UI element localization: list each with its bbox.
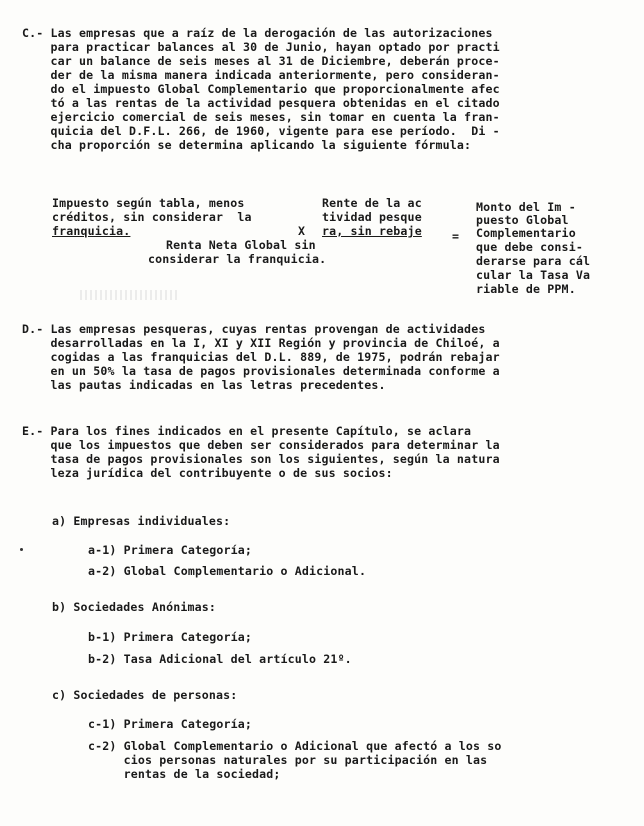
formula-result-line: riable de PPM.: [476, 282, 576, 296]
section-c-line: ejercicio comercial de seis meses, sin tomar en cuenta la fran-: [22, 110, 500, 124]
section-d-line: D.- Las empresas pesqueras, cuyas rentas provengan de actividades: [22, 322, 486, 336]
list-item-c1: c-1) Primera Categoría;: [88, 717, 252, 731]
list-heading-a: a) Empresas individuales:: [52, 514, 231, 528]
formula-result-line: Monto del Im -: [476, 200, 576, 214]
section-d-line: las pautas indicadas en las letras precedentes.: [22, 378, 386, 392]
formula-denominator-line: Renta Neta Global sin: [166, 238, 316, 252]
formula-result-line: derarse para cál: [476, 254, 591, 268]
formula-denominator-line: considerar la franquicia.: [148, 252, 327, 266]
section-e-line: que los impuestos que deben ser considerados para determinar la: [22, 438, 500, 452]
formula-rent-line: ra, sin rebaje: [322, 224, 422, 238]
formula-rent-line: Rente de la ac: [322, 196, 422, 210]
formula-rent-line: tividad pesque: [322, 210, 422, 224]
formula-numerator-line: créditos, sin considerar la: [52, 210, 252, 224]
section-c-line: der de la misma manera indicada anteriormente, pero consideran-: [22, 68, 500, 82]
section-c-line: para practicar balances al 30 de Junio, hayan optado por practi: [22, 40, 500, 54]
section-c-line: cha proporción se determina aplicando la siguiente fórmula:: [22, 138, 472, 152]
section-c-line: car un balance de seis meses al 31 de Diciembre, deberán proce-: [22, 54, 500, 68]
section-e-line: E.- Para los fines indicados en el presente Capítulo, se aclara: [22, 424, 472, 438]
list-item-c2: c-2) Global Complementario o Adicional que afectó a los so: [88, 739, 502, 753]
section-c-line: tó a las rentas de la actividad pesquera obtenidas en el citado: [22, 96, 500, 110]
section-c-line: do el impuesto Global Complementario que proporcionalmente afec: [22, 82, 500, 96]
section-c-line: quicia del D.F.L. 266, de 1960, vigente para ese período. Di -: [22, 124, 500, 138]
formula-numerator-line: franquicia.: [52, 224, 131, 238]
formula-times-sign: X: [298, 224, 306, 238]
list-heading-b: b) Sociedades Anónimas:: [52, 600, 216, 614]
formula-result-line: Complementario: [476, 226, 576, 240]
section-e-line: tasa de pagos provisionales son los siguientes, según la natura: [22, 452, 500, 466]
section-c-line: C.- Las empresas que a raíz de la derogación de las autorizaciones: [22, 26, 493, 40]
list-item-b2: b-2) Tasa Adicional del artículo 21º.: [88, 652, 352, 666]
list-item-a1: a-1) Primera Categoría;: [88, 543, 252, 557]
section-d-line: desarrolladas en la I, XI y XII Región y provincia de Chiloé, a: [22, 336, 500, 350]
list-item-b1: b-1) Primera Categoría;: [88, 630, 252, 644]
scan-speck: [20, 548, 23, 551]
formula-numerator-line: Impuesto según tabla, menos: [52, 196, 245, 210]
scan-smudge: [80, 290, 180, 300]
list-item-a2: a-2) Global Complementario o Adicional.: [88, 564, 367, 578]
list-heading-c: c) Sociedades de personas:: [52, 688, 238, 702]
formula-equals-sign: =: [452, 229, 460, 243]
list-item-c2-cont: rentas de la sociedad;: [88, 767, 281, 781]
formula-result-line: cular la Tasa Va: [476, 268, 591, 282]
formula-result-line: puesto Global: [476, 213, 569, 227]
formula-result-line: que debe consi-: [476, 240, 583, 254]
list-item-c2-cont: cios personas naturales por su participación en las: [88, 753, 488, 767]
section-e-line: leza jurídica del contribuyente o de sus socios:: [22, 466, 393, 480]
section-d-line: cogidas a las franquicias del D.L. 889, de 1975, podrán rebajar: [22, 350, 500, 364]
section-d-line: en un 50% la tasa de pagos provisionales determinada conforme a: [22, 364, 500, 378]
